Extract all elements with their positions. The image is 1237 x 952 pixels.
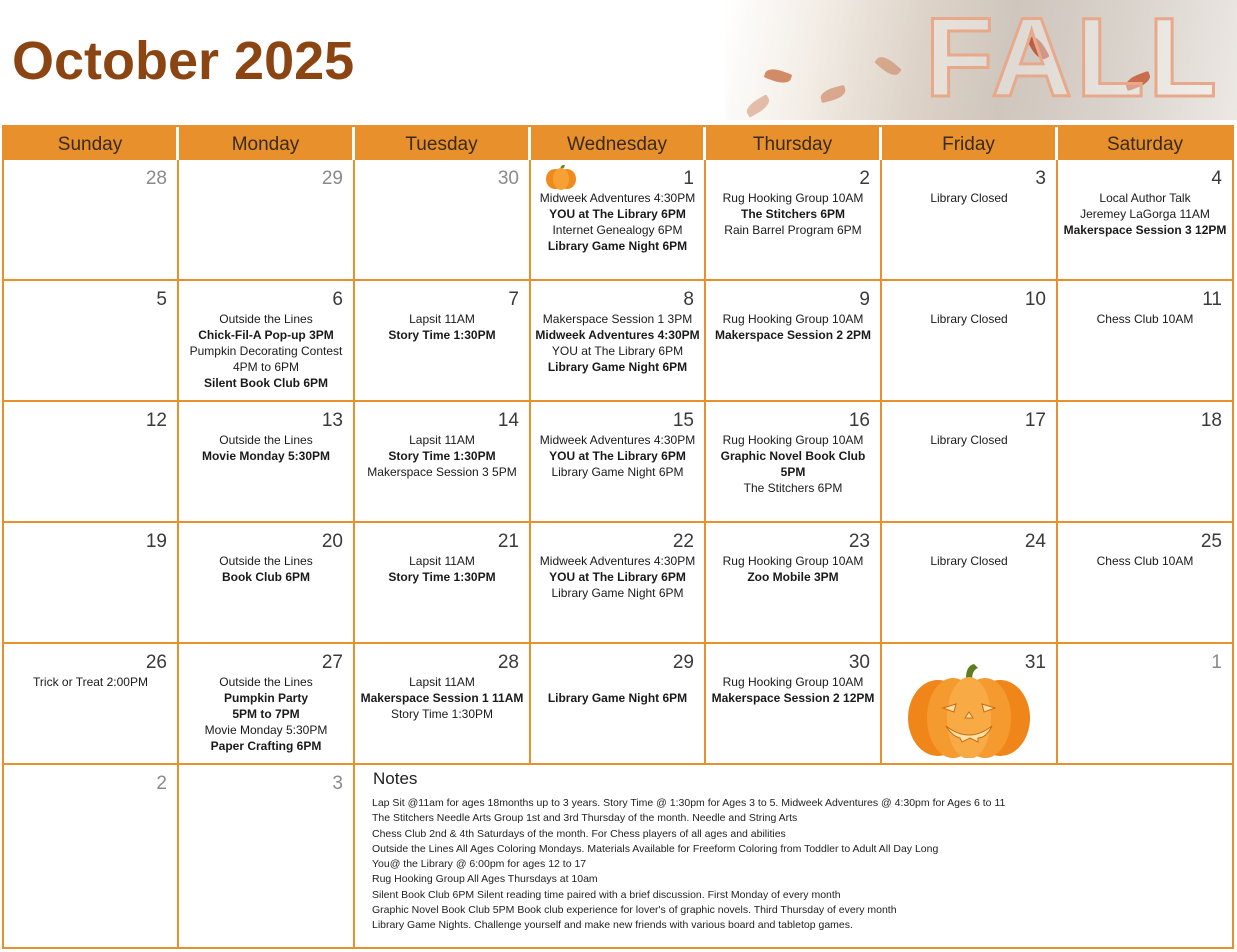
day-cell [179,281,355,402]
day-cell [1058,644,1232,765]
day-number: 6 [332,289,343,310]
note-line: Outside the Lines All Ages Coloring Mondays. Materials Available for Freeform Coloring from Toddler to Adult All Day Long [372,842,939,855]
day-cell [1058,402,1232,523]
day-number: 2 [156,773,167,794]
day-number: 24 [1024,531,1046,552]
event-item: Midweek Adventures 4:30PM [539,191,696,205]
event-item: Book Club 6PM [221,570,310,584]
event-item: Midweek Adventures 4:30PM [535,328,700,342]
event-item: Pumpkin Decorating Contest [189,344,343,358]
day-cell [706,644,882,765]
day-number: 21 [497,531,519,552]
event-item: YOU at The Library 6PM [549,449,686,463]
event-item [531,674,704,690]
event-list [531,311,704,375]
event-list [706,432,880,496]
day-cell [179,402,355,523]
event-item: Story Time 1:30PM [390,707,494,721]
event-item: Makerspace Session 2 12PM [711,691,875,705]
event-list [179,311,353,391]
event-item: Library Game Night 6PM [551,586,684,600]
event-list [1058,190,1232,238]
note-line: The Stitchers Needle Arts Group 1st and 3rd Thursday of the month. Needle and String Arts [372,812,798,825]
day-cell [4,402,179,523]
day-cell [1058,281,1232,402]
event-item: Library Closed [930,554,1008,568]
day-cell [355,402,531,523]
day-cell [4,160,179,281]
event-item: Trick or Treat 2:00PM [33,675,148,689]
event-item: Pumpkin Party [223,691,309,705]
day-number: 19 [145,531,167,552]
note-line: You@ the Library @ 6:00pm for ages 12 to 17 [372,858,587,871]
day-cell [4,644,179,765]
weekday-header-sunday: Sunday [4,127,179,160]
day-number: 1 [683,168,694,189]
day-cell [4,765,179,949]
event-list [179,674,353,754]
day-cell [179,644,355,765]
event-item: Chick-Fil-A Pop-up 3PM [198,328,334,342]
day-cell [355,160,531,281]
weekday-header-thursday: Thursday [706,127,882,160]
note-line: Silent Book Club 6PM Silent reading time paired with a brief discussion. First Monday of every month [372,888,841,901]
event-item: Chess Club 10AM [1096,312,1194,326]
event-item: 5PM [780,465,806,479]
notes-section [355,765,1232,949]
event-item: Rug Hooking Group 10AM [722,554,864,568]
day-number: 11 [1202,289,1222,310]
event-list [882,553,1056,569]
day-number: 10 [1024,289,1046,310]
event-item: Movie Monday 5:30PM [204,723,328,737]
event-item: Library Game Night 6PM [547,239,688,253]
day-number: 30 [848,652,870,673]
event-item: Library Game Night 6PM [547,691,688,705]
event-item: 4PM to 6PM [232,360,300,374]
day-cell [4,281,179,402]
day-cell [179,523,355,644]
event-item: Makerspace Session 2 2PM [714,328,872,342]
day-number: 3 [332,773,343,794]
event-list [531,190,704,254]
day-number: 25 [1200,531,1222,552]
page-title: October 2025 [12,31,355,91]
event-item: Story Time 1:30PM [388,328,496,342]
event-item: Story Time 1:30PM [388,570,496,584]
day-number: 31 [1024,652,1046,673]
event-list [706,311,880,343]
event-list [531,553,704,601]
event-item: Midweek Adventures 4:30PM [539,433,696,447]
event-item: Rug Hooking Group 10AM [722,191,864,205]
note-line: Rug Hooking Group All Ages Thursdays at 10am [372,873,598,886]
event-item: The Stitchers 6PM [740,207,846,221]
notes-list [372,796,1005,934]
day-cell [4,523,179,644]
event-list [179,553,353,585]
day-cell [1058,523,1232,644]
day-number: 22 [672,531,694,552]
event-list [355,311,529,343]
event-item: The Stitchers 6PM [743,481,843,495]
event-item: Lapsit 11AM [409,554,475,568]
event-item: Rug Hooking Group 10AM [722,312,864,326]
day-number: 26 [145,652,167,673]
event-item: Silent Book Club 6PM [203,376,328,390]
event-item: Lapsit 11AM [409,433,475,447]
event-item: Midweek Adventures 4:30PM [539,554,696,568]
weekday-header-wednesday: Wednesday [531,127,706,160]
day-number: 14 [497,410,519,431]
day-number: 23 [848,531,870,552]
day-cell [882,523,1058,644]
event-item: Outside the Lines [219,554,313,568]
day-number: 30 [497,168,519,189]
event-list [882,432,1056,448]
event-list [531,432,704,480]
weekday-header-monday: Monday [179,127,355,160]
day-number: 5 [156,289,167,310]
event-item: Lapsit 11AM [409,675,475,689]
event-item: Rug Hooking Group 10AM [722,433,864,447]
event-item: Outside the Lines [219,433,313,447]
event-list [531,674,704,706]
day-cell [179,160,355,281]
day-number: 28 [497,652,519,673]
day-number: 20 [321,531,343,552]
event-item: Makerspace Session 3 5PM [367,465,517,479]
event-item: Library Closed [930,312,1008,326]
event-list [882,190,1056,206]
note-line: Library Game Nights. Challenge yourself and make new friends with various board and tabletop games. [372,919,853,932]
day-number: 28 [145,168,167,189]
event-list [4,674,177,690]
day-cell [531,160,706,281]
event-item: Rug Hooking Group 10AM [722,675,864,689]
banner-title: FALL [925,0,1221,120]
day-cell [706,160,882,281]
calendar-grid [2,125,1234,949]
note-line: Chess Club 2nd & 4th Saturdays of the month. For Chess players of all ages and abilities [372,827,786,840]
day-number: 13 [321,410,343,431]
event-item: Paper Crafting 6PM [210,739,322,753]
day-cell [355,644,531,765]
day-number: 9 [859,289,870,310]
event-item: Makerspace Session 3 12PM [1063,223,1227,237]
event-item: Makerspace Session 1 11AM [360,691,524,705]
day-number: 3 [1035,168,1046,189]
event-item: Chess Club 10AM [1096,554,1194,568]
day-number: 15 [672,410,694,431]
day-cell [179,765,355,949]
event-item: Local Author Talk [1099,191,1191,205]
day-number: 12 [145,410,167,431]
event-item: YOU at The Library 6PM [549,570,686,584]
event-item: Lapsit 11AM [409,312,475,326]
event-item: Story Time 1:30PM [388,449,496,463]
day-number: 16 [848,410,870,431]
day-cell [531,523,706,644]
note-line: Lap Sit @11am for ages 18months up to 3 years. Story Time @ 1:30pm for Ages 3 to 5. Midweek Adventures @ 4:30pm for Ages 6 to 11 [372,797,1006,809]
event-list [882,311,1056,327]
event-item: Rain Barrel Program 6PM [724,223,862,237]
event-item: Library Game Night 6PM [551,465,684,479]
day-number: 7 [508,289,519,310]
event-list [1058,553,1232,569]
event-item: Library Game Night 6PM [547,360,688,374]
day-cell [355,523,531,644]
event-list [706,674,880,706]
notes-title: Notes [373,769,418,788]
day-number: 29 [672,652,694,673]
event-item: Jeremey LaGorga 11AM [1080,207,1210,221]
day-cell [531,281,706,402]
day-cell [531,644,706,765]
day-number: 4 [1211,168,1222,189]
event-item: Outside the Lines [219,312,313,326]
event-list [355,432,529,480]
event-list [706,190,880,238]
day-cell [882,160,1058,281]
day-number: 2 [859,168,870,189]
day-cell [706,281,882,402]
jack-o-lantern-icon [908,664,1030,758]
event-item: Library Closed [930,433,1008,447]
day-cell [706,523,882,644]
event-item: Makerspace Session 1 3PM [542,312,693,326]
day-cell [882,644,1058,765]
day-cell [1058,160,1232,281]
event-item: YOU at The Library 6PM [551,344,684,358]
day-cell [882,281,1058,402]
event-item: Outside the Lines [219,675,313,689]
event-item: Zoo Mobile 3PM [747,570,839,584]
event-item: YOU at The Library 6PM [549,207,686,221]
event-item: Internet Genealogy 6PM [552,223,683,237]
event-item: Library Closed [930,191,1008,205]
event-item: 5PM to 7PM [232,707,300,721]
event-list [1058,311,1232,327]
day-number: 27 [321,652,343,673]
event-list [706,553,880,585]
event-list [355,674,529,722]
day-number: 8 [683,289,694,310]
day-number: 17 [1024,410,1046,431]
day-number: 18 [1200,410,1222,431]
day-cell [531,402,706,523]
day-cell [706,402,882,523]
day-number: 1 [1211,652,1222,673]
event-item: Graphic Novel Book Club [720,449,866,463]
weekday-header-saturday: Saturday [1058,127,1232,160]
event-item: Movie Monday 5:30PM [201,449,331,463]
weekday-header-tuesday: Tuesday [355,127,531,160]
day-cell [355,281,531,402]
day-number: 29 [321,168,343,189]
note-line: Graphic Novel Book Club 5PM Book club experience for lover's of graphic novels. Third Thursday of every month [372,904,897,917]
event-list [355,553,529,585]
weekday-header-friday: Friday [882,127,1058,160]
pumpkin-icon [545,163,577,191]
event-list [179,432,353,464]
day-cell [882,402,1058,523]
fall-banner-image [725,0,1237,120]
